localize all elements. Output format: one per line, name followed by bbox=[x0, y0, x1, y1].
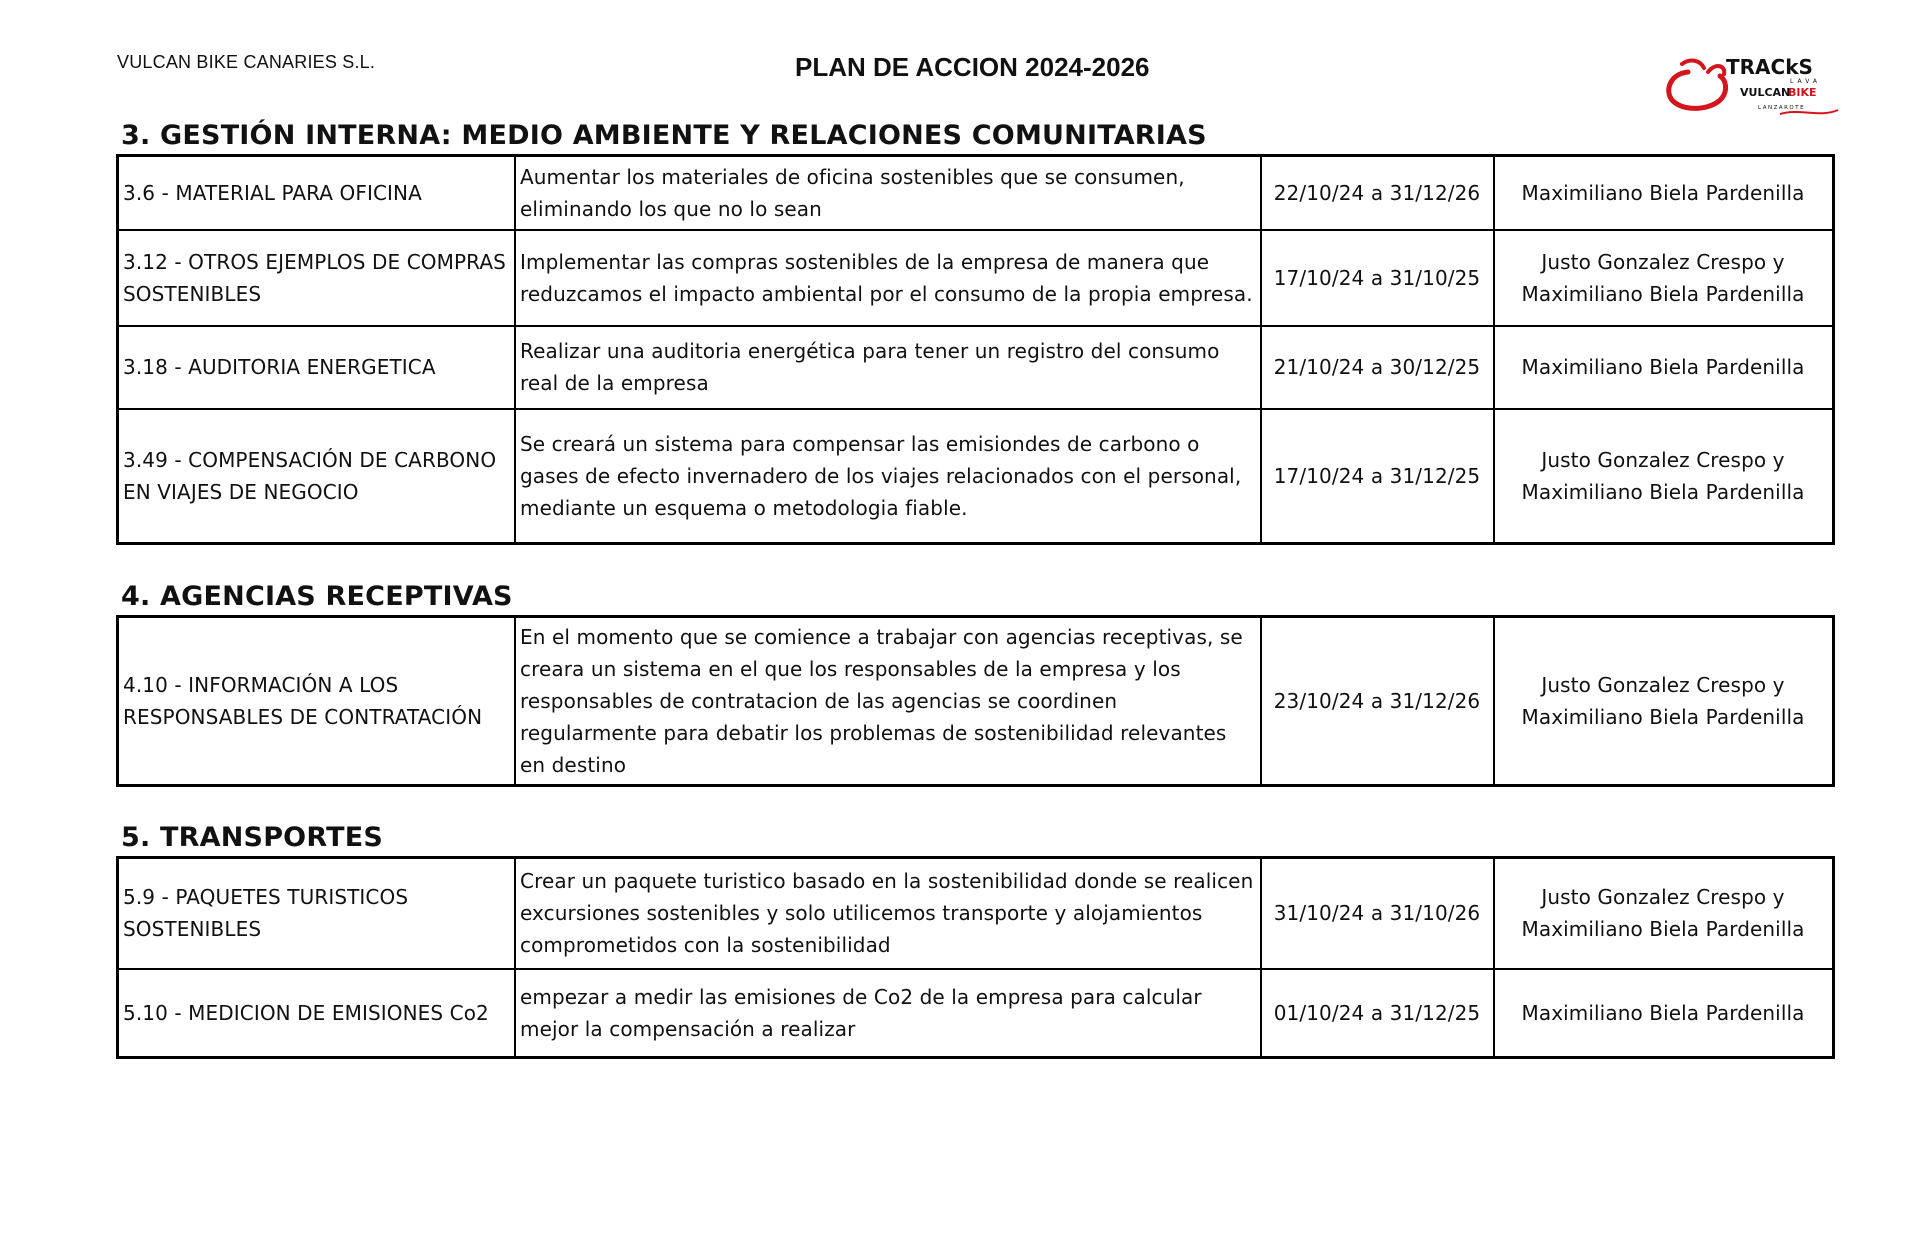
svg-text:LAVA: LAVA bbox=[1790, 78, 1822, 85]
table-row bbox=[118, 858, 1834, 969]
section-heading-gestion-interna: 3. GESTIÓN INTERNA: MEDIO AMBIENTE Y RELACIONES COMUNITARIAS bbox=[121, 120, 1207, 151]
action-responsible: Justo Gonzalez Crespo y Maximiliano Biela Pardenilla bbox=[1494, 409, 1834, 544]
action-name: 4.10 - INFORMACIÓN A LOS RESPONSABLES DE CONTRATACIÓN bbox=[118, 617, 516, 786]
action-name: 3.49 - COMPENSACIÓN DE CARBONO EN VIAJES DE NEGOCIO bbox=[118, 409, 516, 544]
company-name: VULCAN BIKE CANARIES S.L. bbox=[117, 52, 376, 72]
table-row bbox=[118, 409, 1834, 544]
action-dates: 31/10/24 a 31/10/26 bbox=[1261, 858, 1494, 969]
svg-text:VULCAN: VULCAN bbox=[1740, 86, 1791, 99]
action-dates: 17/10/24 a 31/12/25 bbox=[1261, 409, 1494, 544]
action-name: 3.12 - OTROS EJEMPLOS DE COMPRAS SOSTENIBLES bbox=[118, 230, 516, 326]
table-row bbox=[118, 230, 1834, 326]
action-responsible: Maximiliano Biela Pardenilla bbox=[1494, 326, 1834, 409]
action-dates: 23/10/24 a 31/12/26 bbox=[1261, 617, 1494, 786]
svg-text:LANZAROTE: LANZAROTE bbox=[1758, 105, 1806, 111]
action-description: Realizar una auditoria energética para tener un registro del consumo real de la empresa bbox=[515, 326, 1261, 409]
action-name: 3.6 - MATERIAL PARA OFICINA bbox=[118, 156, 516, 230]
action-table-section-5 bbox=[116, 856, 1835, 1059]
action-description: En el momento que se comience a trabajar con agencias receptivas, se creara un sistema en el que los responsables de la empresa y los responsables de contratacion de las agencias se coordinen regularmente para debatir los problemas de sostenibilidad relevantes en destino bbox=[515, 617, 1261, 786]
action-description: Se creará un sistema para compensar las emisiondes de carbono o gases de efecto invernadero de los viajes relacionados con el personal, mediante un esquema o metodologia fiable. bbox=[515, 409, 1261, 544]
document-title: PLAN DE ACCION 2024-2026 bbox=[795, 52, 1150, 82]
svg-text:BIKE: BIKE bbox=[1788, 86, 1817, 99]
table-row bbox=[118, 326, 1834, 409]
action-description: Implementar las compras sostenibles de la empresa de manera que reduzcamos el impacto ambiental por el consumo de la propia empresa. bbox=[515, 230, 1261, 326]
action-description: Crear un paquete turistico basado en la sostenibilidad donde se realicen excursiones sostenibles y solo utilicemos transporte y alojamientos comprometidos con la sostenibilidad bbox=[515, 858, 1261, 969]
action-description: empezar a medir las emisiones de Co2 de la empresa para calcular mejor la compensación a realizar bbox=[515, 969, 1261, 1058]
action-table-section-4 bbox=[116, 615, 1835, 787]
action-name: 3.18 - AUDITORIA ENERGETICA bbox=[118, 326, 516, 409]
action-name: 5.10 - MEDICION DE EMISIONES Co2 bbox=[118, 969, 516, 1058]
table-row bbox=[118, 969, 1834, 1058]
table-row bbox=[118, 156, 1834, 230]
action-responsible: Justo Gonzalez Crespo y Maximiliano Biela Pardenilla bbox=[1494, 230, 1834, 326]
action-dates: 21/10/24 a 30/12/25 bbox=[1261, 326, 1494, 409]
action-name: 5.9 - PAQUETES TURISTICOS SOSTENIBLES bbox=[118, 858, 516, 969]
action-table-section-3 bbox=[116, 154, 1835, 545]
svg-text:TRACkS: TRACkS bbox=[1726, 55, 1813, 79]
action-responsible: Justo Gonzalez Crespo y Maximiliano Biela Pardenilla bbox=[1494, 617, 1834, 786]
action-responsible: Maximiliano Biela Pardenilla bbox=[1494, 156, 1834, 230]
section-heading-agencias-receptivas: 4. AGENCIAS RECEPTIVAS bbox=[121, 581, 513, 612]
action-responsible: Maximiliano Biela Pardenilla bbox=[1494, 969, 1834, 1058]
action-description: Aumentar los materiales de oficina sostenibles que se consumen, eliminando los que no lo sean bbox=[515, 156, 1261, 230]
section-heading-transportes: 5. TRANSPORTES bbox=[121, 822, 384, 853]
tracks-lava-vulcan-bike-logo bbox=[1660, 52, 1840, 122]
table-row bbox=[118, 617, 1834, 786]
action-dates: 22/10/24 a 31/12/26 bbox=[1261, 156, 1494, 230]
action-dates: 17/10/24 a 31/10/25 bbox=[1261, 230, 1494, 326]
action-dates: 01/10/24 a 31/12/25 bbox=[1261, 969, 1494, 1058]
action-responsible: Justo Gonzalez Crespo y Maximiliano Biela Pardenilla bbox=[1494, 858, 1834, 969]
